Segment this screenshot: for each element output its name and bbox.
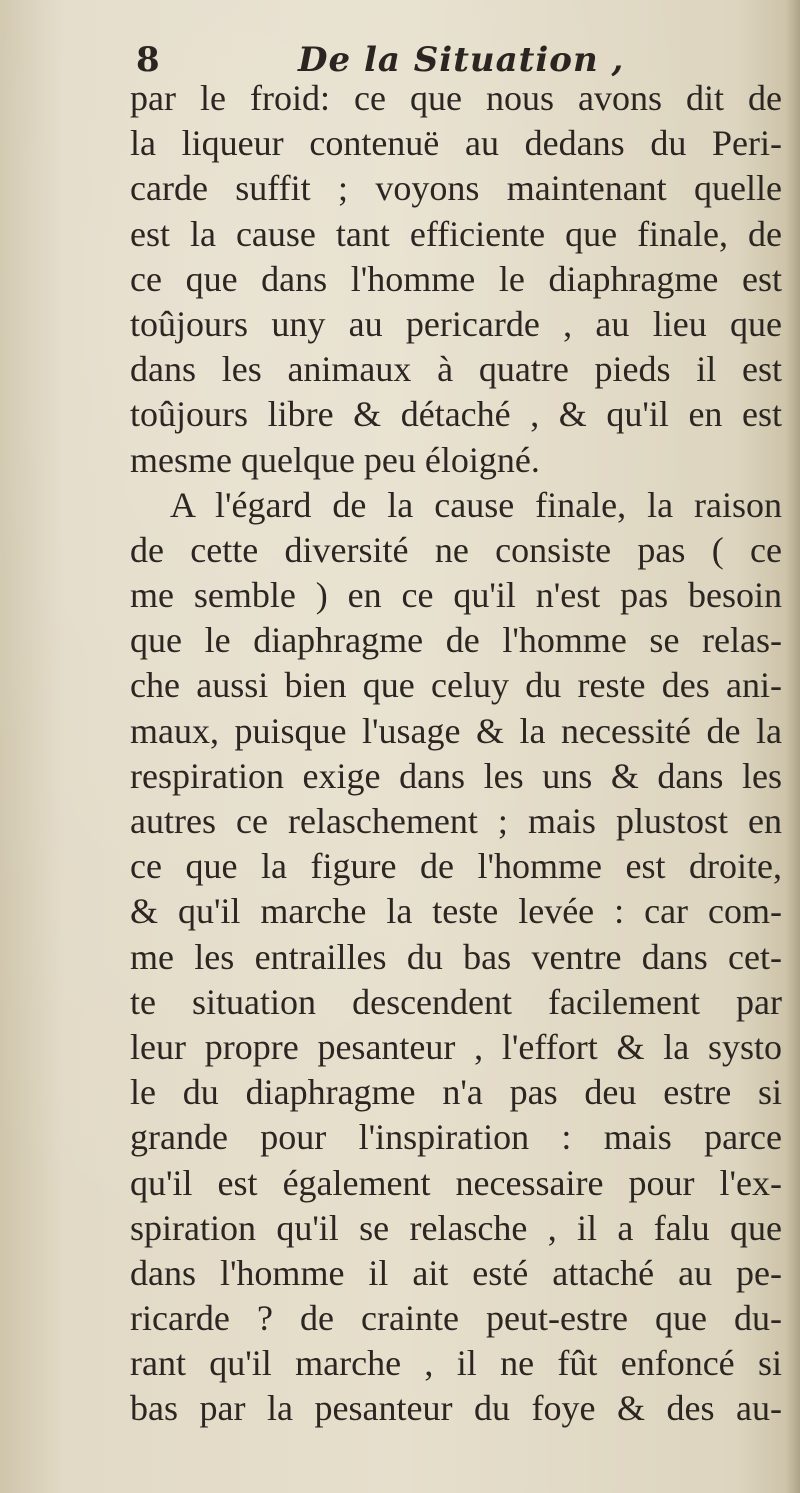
paragraph-start-line: A l'égard de la cause finale, la raison <box>170 484 782 525</box>
text-line: que le diaphragme de l'homme se relas- <box>130 620 782 661</box>
text-line: & qu'il marche la teste levée : car com- <box>130 891 782 932</box>
text-line: spiration qu'il se relasche , il a falu que <box>130 1207 782 1248</box>
text-line: dans l'homme il ait esté attaché au pe- <box>130 1252 782 1293</box>
text-line: respiration exige dans les uns & dans les <box>130 755 782 796</box>
text-line: dans les animaux à quatre pieds il est <box>130 349 782 390</box>
text-line: autres ce relaschement ; mais plustost en <box>130 801 782 841</box>
text-line: qu'il est également necessaire pour l'ex- <box>130 1162 782 1203</box>
text-line: de cette diversité ne consiste pas ( ce <box>130 529 782 570</box>
text-line: me semble ) en ce qu'il n'est pas besoin <box>130 575 782 616</box>
text-line: est la cause tant efficiente que finale, de <box>130 213 782 254</box>
text-line: leur propre pesanteur , l'effort & la systo <box>130 1026 782 1067</box>
text-line: carde suffit ; voyons maintenant quelle <box>130 168 782 209</box>
text-line: ce que dans l'homme le diaphragme est <box>130 258 782 299</box>
text-line: me les entrailles du bas ventre dans cet- <box>130 936 782 977</box>
text-line: bas par la pesanteur du foye & des au- <box>130 1388 782 1429</box>
text-line: che aussi bien que celuy du reste des ani- <box>130 665 782 706</box>
text-line: te situation descendent facilement par <box>130 981 782 1022</box>
text-line: maux, puisque l'usage & la necessité de la <box>130 710 782 751</box>
text-line: grande pour l'inspiration : mais parce <box>130 1117 782 1158</box>
text-line: le du diaphragme n'a pas deu estre si <box>130 1072 782 1113</box>
text-line: toûjours uny au pericarde , au lieu que <box>130 303 782 344</box>
text-line: par le froid: ce que nous avons dit de <box>130 78 782 118</box>
text-line: ce que la figure de l'homme est droite, <box>130 846 782 887</box>
page-number: 8 <box>136 40 160 80</box>
text-line: ricarde ? de crainte peut-estre que du- <box>130 1298 782 1339</box>
text-line: rant qu'il marche , il ne fût enfoncé si <box>130 1343 782 1384</box>
body-text <box>130 76 782 1432</box>
text-line: mesme quelque peu éloigné. <box>130 439 540 480</box>
running-title: De la Situation , <box>298 40 625 80</box>
text-line: la liqueur contenuë au dedans du Peri- <box>130 123 782 164</box>
text-line: toûjours libre & détaché , & qu'il en est <box>130 394 782 435</box>
